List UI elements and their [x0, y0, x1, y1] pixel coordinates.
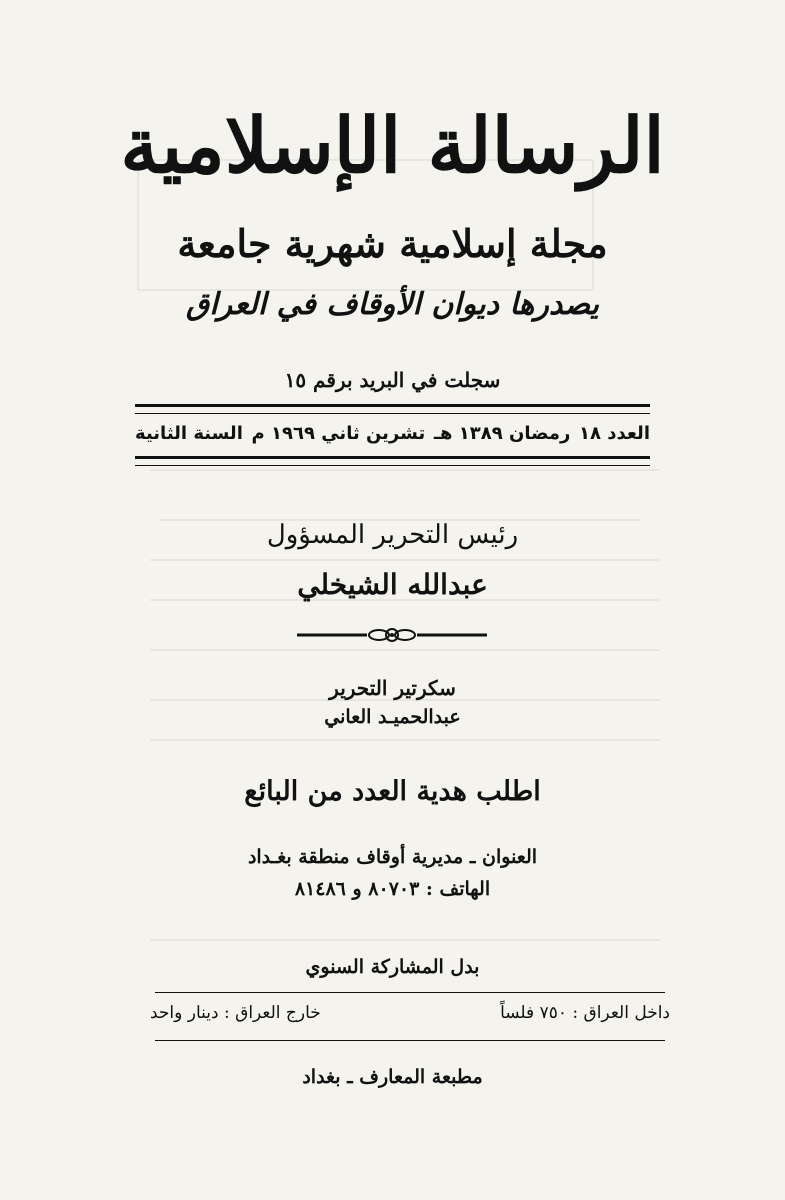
subscription-top-rule	[155, 992, 665, 993]
subscription-title: بدل المشاركة السنوي	[305, 956, 480, 978]
secretary-name: عبدالحميـد العاني	[324, 706, 461, 728]
issue-hijri-date: رمضان ١٣٨٩ هـ	[433, 423, 571, 444]
magazine-title: الرسالة الإسلامية	[120, 101, 665, 190]
publisher-line: يصدرها ديوان الأوقاف في العراق	[186, 287, 599, 322]
issue-gregorian-date: تشرين ثاني ١٩٦٩ م	[251, 423, 426, 444]
top-issue-rule	[135, 404, 650, 414]
magazine-subtitle: مجلة إسلامية شهرية جامعة	[177, 221, 608, 266]
subscription-bottom-rule	[155, 1040, 665, 1041]
editor-in-chief-label: رئيس التحرير المسؤول	[266, 520, 519, 550]
issue-info-line	[135, 423, 650, 444]
subscription-prices	[150, 1003, 670, 1023]
bottom-issue-rule	[135, 456, 650, 466]
issue-year: السنة الثانية	[135, 423, 243, 444]
phone-line: الهاتف : ٨٠٧٠٣ و ٨١٤٨٦	[294, 878, 491, 900]
ornament-divider-icon	[297, 625, 487, 645]
editor-in-chief-name: عبدالله الشيخلي	[297, 568, 488, 601]
printer-line: مطبعة المعارف ـ بغداد	[302, 1066, 483, 1088]
price-inside-iraq: داخل العراق : ٧٥٠ فلساً	[500, 1003, 670, 1023]
secretary-label: سكرتير التحرير	[329, 676, 456, 700]
price-outside-iraq: خارج العراق : دينار واحد	[150, 1003, 321, 1023]
issue-number: العدد ١٨	[579, 423, 650, 444]
address-line: العنوان ـ مديرية أوقاف منطقة بغـداد	[247, 846, 538, 868]
gift-request-line: اطلب هدية العدد من البائع	[244, 776, 541, 807]
postal-registration: سجلت في البريد برقم ١٥	[284, 368, 501, 392]
